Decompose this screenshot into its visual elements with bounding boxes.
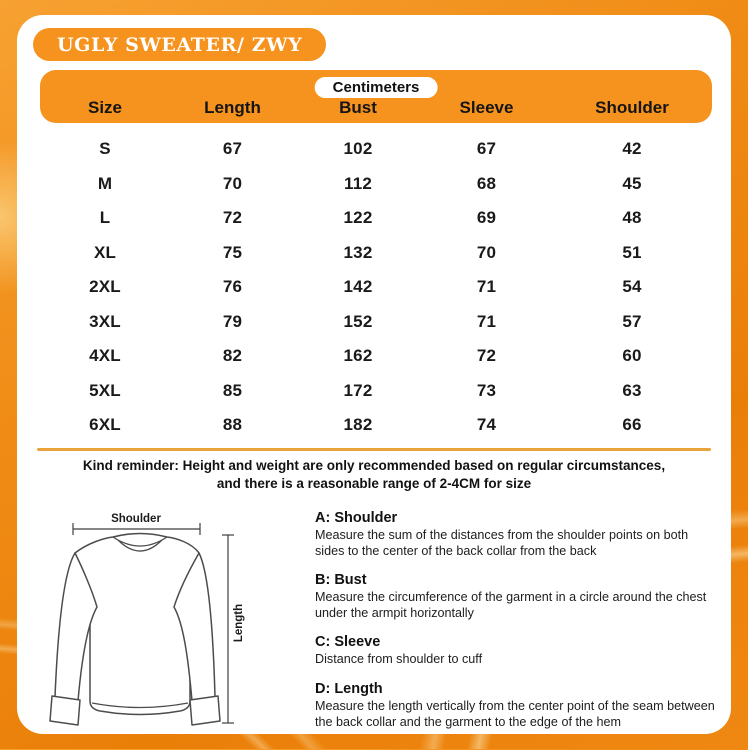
table-header [40,70,712,123]
cell-size: L [99,208,111,228]
definition-term: B: Bust [315,572,367,589]
reminder-line-1: Kind reminder: Height and weight are only recommended based on regular circumstances, [82,458,666,473]
cell-sleeve: 69 [476,208,497,228]
section-divider [37,448,711,451]
cell-shoulder: 63 [622,380,642,400]
cell-bust: 162 [343,346,373,366]
cell-sleeve: 70 [476,242,497,262]
cell-sleeve: 73 [476,380,497,400]
measurement-definitions [315,510,719,743]
cell-size: XL [93,242,117,262]
cell-shoulder: 42 [622,139,642,159]
cell-shoulder: 45 [622,173,642,193]
cell-size: 4XL [89,346,121,366]
table-row [40,167,712,202]
sweater-measurement-diagram [30,505,310,745]
cell-bust: 142 [343,277,373,297]
cell-size: 6XL [89,415,121,435]
cell-length: 85 [222,380,243,400]
cell-length: 67 [222,139,243,159]
column-header-bust: Bust [339,98,377,117]
cell-shoulder: 60 [622,346,642,366]
definition-description: Measure the length vertically from the center point of the seam between the back collar and the garment to the edge of the hem [315,699,715,729]
cell-bust: 112 [343,173,373,193]
definition-term: D: Length [315,681,383,698]
definition-description: Measure the circumference of the garment in a circle around the chest under the armpit horizontally [315,590,707,620]
cell-bust: 172 [343,380,373,400]
table-row [40,236,712,271]
cell-bust: 132 [343,242,373,262]
cell-bust: 122 [343,208,373,228]
cell-length: 82 [222,346,243,366]
definition-block [315,634,719,668]
size-chart-card [17,15,731,734]
cell-sleeve: 71 [476,311,497,331]
table-row [40,270,712,305]
length-dimension-label: Length [233,603,245,643]
cell-length: 72 [222,208,243,228]
cell-length: 76 [222,277,243,297]
cell-size: 3XL [89,311,121,331]
table-row [40,339,712,374]
cell-bust: 152 [343,311,373,331]
table-row [40,408,712,443]
cell-length: 79 [222,311,243,331]
table-row [40,374,712,409]
cell-length: 70 [222,173,243,193]
definition-block [315,572,719,621]
cell-shoulder: 54 [622,277,642,297]
sweater-illustration [30,505,310,745]
table-row [40,132,712,167]
column-header-size: Size [87,98,123,117]
table-row [40,305,712,340]
sweater-outline [50,534,220,726]
cell-shoulder: 57 [622,311,642,331]
cell-length: 75 [222,242,243,262]
column-headers [40,98,712,118]
definition-term: A: Shoulder [315,510,398,526]
definition-description: Distance from shoulder to cuff [315,652,483,667]
shoulder-dimension-label: Shoulder [111,513,161,525]
unit-label: Centimeters [332,79,420,96]
product-title-pill [33,28,326,61]
cell-shoulder: 48 [622,208,642,228]
cell-shoulder: 66 [622,415,642,435]
cell-size: S [99,139,111,159]
column-header-shoulder: Shoulder [595,98,669,117]
cell-size: 2XL [89,277,121,297]
cell-sleeve: 68 [476,173,497,193]
cell-size: 5XL [89,380,121,400]
reminder-line-2: and there is a reasonable range of 2-4CM for size [216,475,532,491]
definition-block [315,510,719,559]
cell-bust: 182 [343,415,373,435]
cell-sleeve: 67 [476,139,497,159]
cell-sleeve: 72 [476,346,497,366]
size-table-body [40,132,712,443]
cell-bust: 102 [343,139,373,159]
definition-block [315,681,719,730]
table-row [40,201,712,236]
kind-reminder [27,457,721,493]
product-title: UGLY SWEATER/ ZWY [57,33,303,56]
cell-sleeve: 74 [476,415,497,435]
definition-term: C: Sleeve [315,634,381,651]
cell-size: M [97,173,113,193]
cell-shoulder: 51 [622,242,642,262]
cell-length: 88 [222,415,243,435]
definition-description: Measure the sum of the distances from the shoulder points on both sides to the center of the back collar from the back [315,528,689,558]
column-header-length: Length [204,98,261,117]
unit-pill [315,77,438,98]
column-header-sleeve: Sleeve [459,98,514,117]
cell-sleeve: 71 [476,277,497,297]
